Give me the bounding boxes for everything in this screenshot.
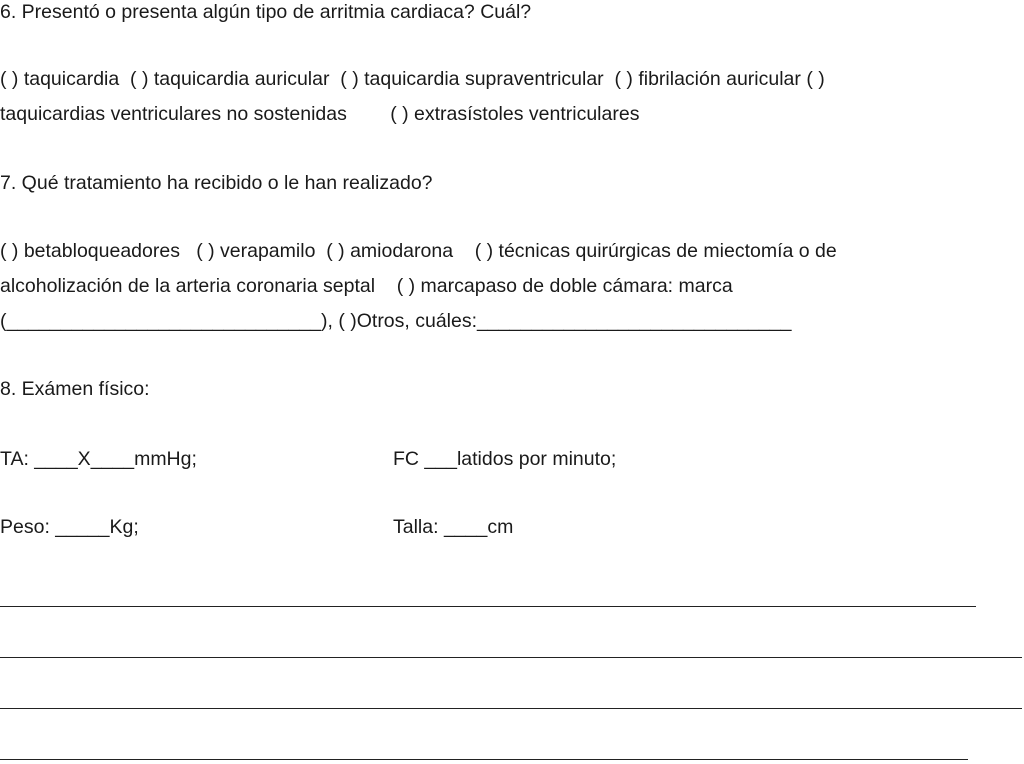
treatment-options-line-1[interactable]: ( ) betabloqueadores ( ) verapamilo ( ) amiodarona ( ) técnicas quirúrgicas de miectomía o de [0,240,837,262]
blank-line-2[interactable] [0,657,1022,658]
question-6: 6. Presentó o presenta algún tipo de arritmia cardiaca? Cuál? [0,1,532,23]
ta-field[interactable]: TA: ____X____mmHg; [0,448,197,470]
treatment-options-line-2[interactable]: alcoholización de la arteria coronaria septal ( ) marcapaso de doble cámara: marca [0,275,733,297]
question-7: 7. Qué tratamiento ha recibido o le han realizado? [0,172,433,194]
section-8-title: 8. Exámen físico: [0,378,150,400]
blank-line-1[interactable] [0,606,976,607]
peso-field[interactable]: Peso: _____Kg; [0,516,139,538]
fc-field[interactable]: FC ___latidos por minuto; [393,448,617,470]
blank-line-4[interactable] [0,759,968,760]
treatment-options-line-3[interactable]: (_____________________________), ( )Otros, cuáles:_____________________________ [0,310,792,332]
arrhythmia-options-line-1[interactable]: ( ) taquicardia ( ) taquicardia auricular ( ) taquicardia supraventricular ( ) fibrilación auricular ( ) [0,68,825,90]
blank-line-3[interactable] [0,708,1022,709]
arrhythmia-options-line-2[interactable]: taquicardias ventriculares no sostenidas ( ) extrasístoles ventriculares [0,103,640,125]
talla-field[interactable]: Talla: ____cm [393,516,514,538]
